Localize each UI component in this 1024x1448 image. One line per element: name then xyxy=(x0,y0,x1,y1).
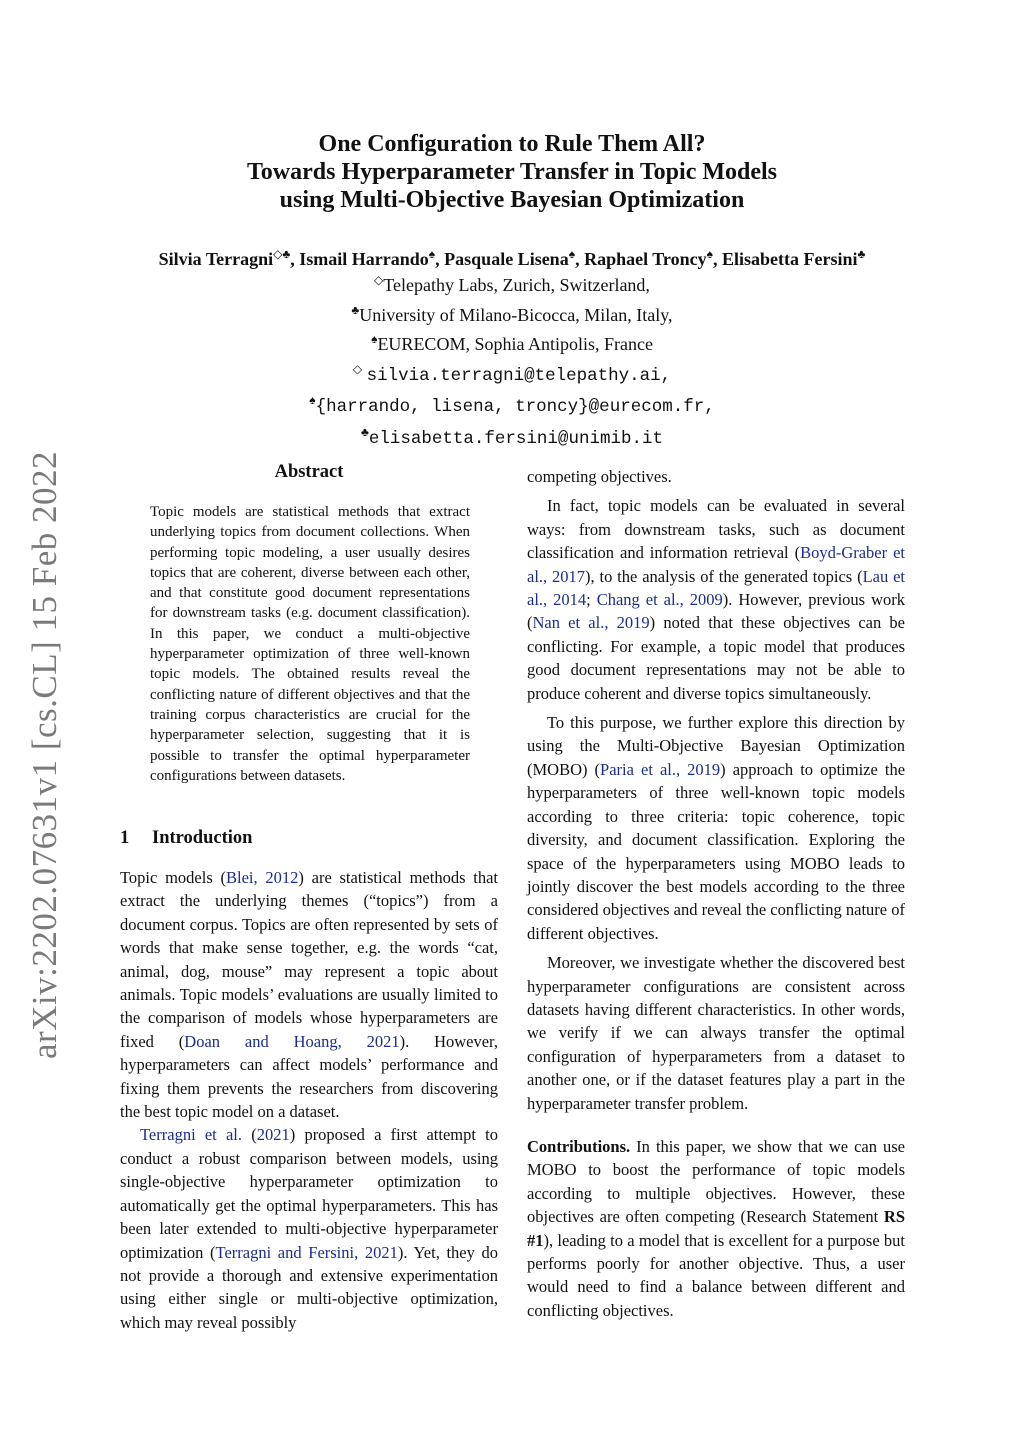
abstract-heading: Abstract xyxy=(274,462,344,482)
paragraph xyxy=(120,866,498,1123)
email-line xyxy=(0,357,1024,389)
paragraph xyxy=(527,465,905,488)
citation-link[interactable]: Boyd-Graber et al., 2017 xyxy=(527,543,905,586)
text-run: ; xyxy=(586,590,597,610)
paragraph xyxy=(120,1123,498,1334)
paper-title xyxy=(0,130,1024,214)
author-name: Pasquale Lisena xyxy=(444,249,569,269)
email-text: silvia.terragni@telepathy.ai, xyxy=(366,365,672,386)
affil-mark: ◇ xyxy=(352,361,363,376)
affil-mark: ♣ xyxy=(351,302,360,317)
citation-link[interactable]: Doan and Hoang, 2021 xyxy=(184,1031,400,1051)
research-statement-label: RS #1 xyxy=(527,1207,905,1250)
affiliation-line xyxy=(0,268,1024,298)
email-text: elisabetta.fersini@unimib.it xyxy=(368,428,663,449)
citation-link[interactable]: 2021 xyxy=(256,1125,290,1145)
author-list: Silvia Terragni◇♣, Ismail Harrando♠, Pasquale Lisena♠, Raphael Troncy♠, Elisabetta Fersini♣ xyxy=(158,247,866,269)
right-column-body xyxy=(527,465,905,1322)
author-affil-marks: ♠ xyxy=(428,247,436,261)
citation-link[interactable]: Paria et al., 2019 xyxy=(600,759,721,779)
citation-link[interactable]: Blei, 2012 xyxy=(226,868,299,887)
paragraph xyxy=(527,494,905,705)
title-line-1: One Configuration to Rule Them All? xyxy=(318,131,706,157)
text-run: Topic models ( xyxy=(120,868,226,887)
text-run: ) approach to optimize the hyperparameters of three well-known topic models according to three criteria: topic coherence, topic diversity, and document classification. Exploring the space of the hyperparameters using MOBO leads to jointly discover the best models according to the three considered objectives and reveal the conflicting nature of different objectives. xyxy=(527,759,906,943)
affiliations-block xyxy=(0,268,1024,451)
author-affil-marks: ♠ xyxy=(706,247,713,261)
text-run: ). However, hyperparameters can affect models’ performance and fixing them prevents the researchers from discovering the best topic model on a dataset. xyxy=(120,1031,499,1122)
author-affil-marks: ♠ xyxy=(568,247,576,261)
affil-mark: ♣ xyxy=(361,424,369,439)
section-heading-introduction xyxy=(120,828,252,849)
affil-mark: ♠ xyxy=(309,393,316,407)
affil-text: University of Milano-Bicocca, Milan, Italy, xyxy=(359,304,673,325)
arxiv-identifier-stamp xyxy=(20,450,70,1060)
citation-link[interactable]: Nan et al., 2019 xyxy=(532,613,650,633)
citation-link[interactable]: Terragni and Fersini, 2021 xyxy=(215,1242,398,1262)
author-name: Ismail Harrando xyxy=(299,249,429,269)
affiliation-line xyxy=(0,298,1024,328)
paragraph-contributions xyxy=(527,1135,905,1322)
author-name: Raphael Troncy xyxy=(584,249,707,269)
affil-text: EURECOM, Sophia Antipolis, France xyxy=(377,334,653,354)
author-affil-marks: ◇♣ xyxy=(273,247,291,261)
paragraph xyxy=(527,951,905,1115)
text-run: competing objectives. xyxy=(527,467,672,486)
citation-link[interactable]: Lau et al., 2014 xyxy=(527,566,905,610)
text-run: To this purpose, we further explore this direction by using the Multi-Objective Bayesian Optimization (MOBO) ( xyxy=(527,713,905,779)
author-name: Silvia Terragni xyxy=(158,249,274,269)
abstract-text: Topic models are statistical methods that extract underlying topics from document collections. When performing topic modeling, a user usually desires topics that are coherent, diverse between each other, and that constitute good document representations for downstream tasks (e.g. document classification). In this paper, we conduct a multi-objective hyperparameter optimization of three well-known topic models. The obtained results reveal the conflicting nature of different objectives and that the training corpus characteristics are crucial for the hyperparameter selection, suggesting that it is possible to transfer the optimal hyperparameter configurations between datasets. xyxy=(150,504,470,784)
author-name: Elisabetta Fersini xyxy=(721,249,858,269)
text-run: ). Yet, they do not provide a thorough and extensive experimentation using either single or multi-objective optimization, which may reveal possibly xyxy=(120,1242,498,1332)
title-line-3: using Multi-Objective Bayesian Optimization xyxy=(279,187,745,213)
text-run: Moreover, we investigate whether the discovered best hyperparameter configurations are consistent across datasets having different characteristics. In other words, we verify if we can always transfer the optimal configuration of hyperparameters from a dataset to another one, or if the dataset features play a part in the hyperparameter transfer problem. xyxy=(527,953,905,1113)
text-run: In this paper, we show that we can use MOBO to boost the performance of topic models according to multiple objectives. However, these objectives are often competing (Research Statement xyxy=(527,1136,905,1227)
email-line xyxy=(0,388,1024,420)
text-run: ) proposed a first attempt to conduct a robust comparison between models, using single-objective hyperparameter optimization to automatically get the optimal hyperparameters. This has been later extended to multi-objective hyperparameter optimization ( xyxy=(120,1125,498,1262)
paragraph-lead: Contributions. xyxy=(527,1136,631,1156)
title-line-2: Towards Hyperparameter Transfer in Topic Models xyxy=(246,159,777,185)
text-run: ) are statistical methods that extract the underlying themes (“topics”) from a document corpus. Topics are often represented by sets of words that make sense together, e.g. the words “cat, animal, dog, mouse” may represent a topic about animals. Topic models’ evaluations are usually limited to the comparison of models whose hyperparameters are fixed ( xyxy=(120,868,498,1051)
text-run: In fact, topic models can be evaluated in several ways: from downstream tasks, such as document classification and information retrieval ( xyxy=(527,496,905,563)
text-run: ( xyxy=(242,1125,257,1145)
email-text: {harrando, lisena, troncy}@eurecom.fr, xyxy=(315,397,715,417)
section-title: Introduction xyxy=(152,828,253,848)
text-run: ), leading to a model that is excellent for a purpose but performs poorly for another objective. Thus, a user would need to find a balance between different and conflicting objectives. xyxy=(527,1230,905,1320)
section-number: 1 xyxy=(120,828,130,848)
text-run: ). However, previous work ( xyxy=(527,590,905,633)
author-affil-marks: ♣ xyxy=(857,247,866,261)
text-run: ) noted that these objectives can be conflicting. For example, a topic model that produces good document representations may not be able to produce coherent and diverse topics simultaneously. xyxy=(527,613,905,703)
affil-mark: ♠ xyxy=(371,332,378,346)
paragraph xyxy=(527,711,905,945)
arxiv-id-text: arXiv:2202.07631v1 [cs.CL] 15 Feb 2022 xyxy=(25,450,65,1060)
affil-text: Telepathy Labs, Zurich, Switzerland, xyxy=(383,275,650,295)
left-column-body xyxy=(120,866,498,1334)
text-run: ), to the analysis of the generated topics ( xyxy=(585,566,863,586)
affiliation-line xyxy=(0,327,1024,357)
email-line xyxy=(0,420,1024,452)
citation-link[interactable]: Chang et al., 2009 xyxy=(596,590,723,610)
affil-mark: ◇ xyxy=(374,273,384,287)
citation-link[interactable]: Terragni et al. xyxy=(140,1125,243,1145)
